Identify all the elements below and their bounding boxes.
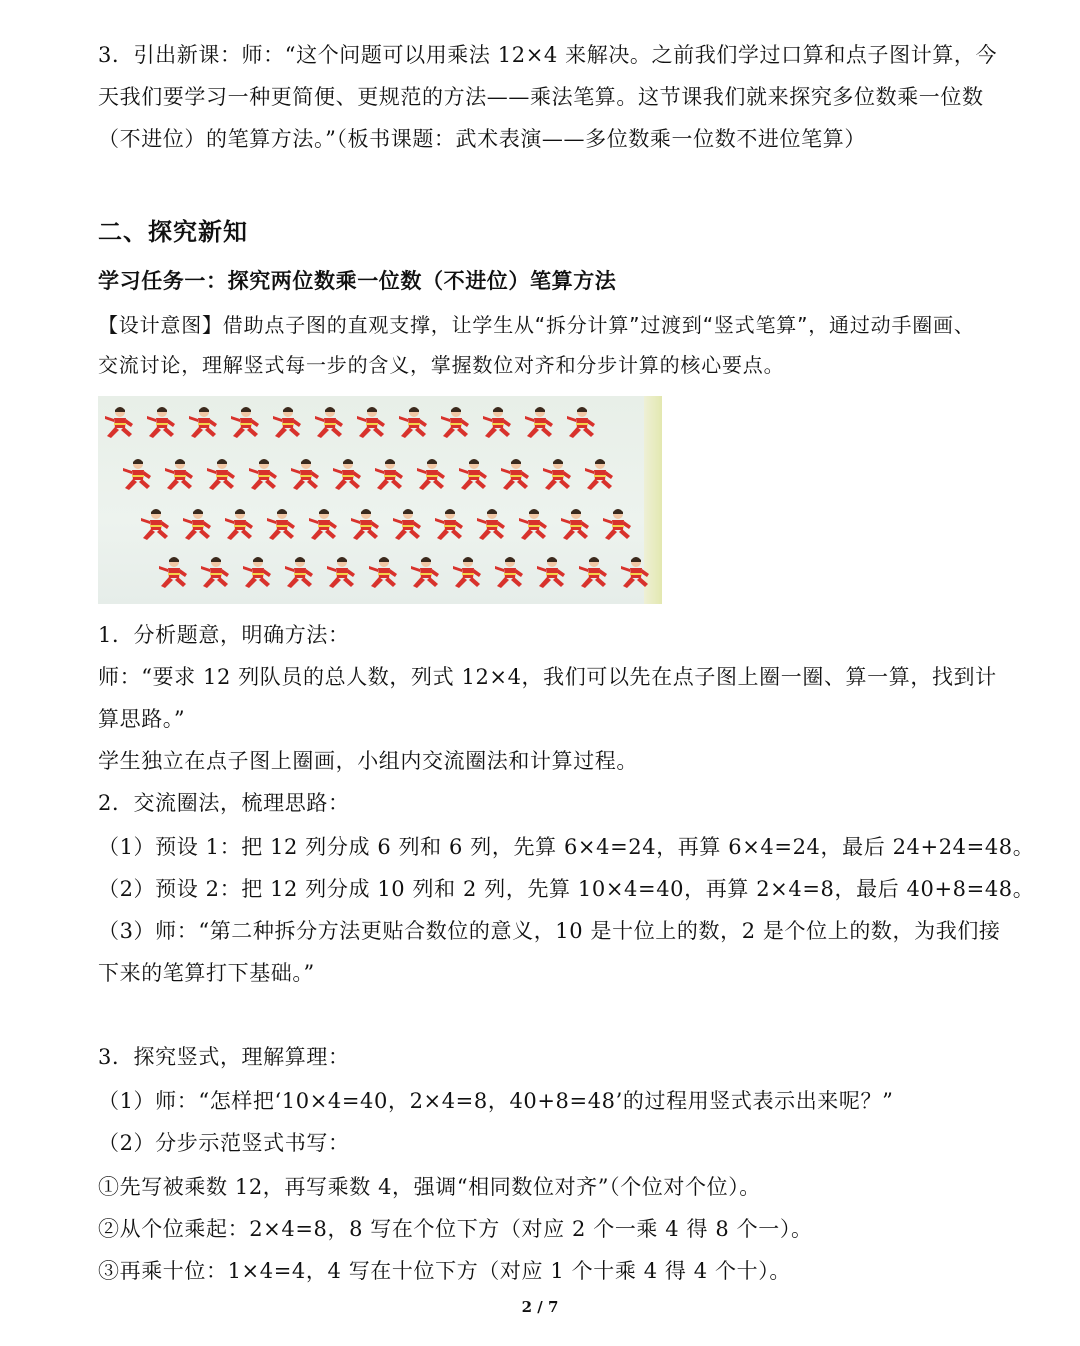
martial-arts-performer-icon [327,557,355,588]
martial-arts-performer-icon [375,459,403,490]
martial-arts-performer-icon [273,407,301,438]
martial-arts-performer-icon [477,509,505,540]
martial-arts-performer-icon [291,459,319,490]
section-heading: 二、探究新知 [98,218,248,246]
martial-arts-performer-icon [183,509,211,540]
step1-title: 1．分析题意，明确方法： [98,623,350,647]
martial-arts-performer-icon [393,509,421,540]
martial-arts-performer-icon [357,407,385,438]
martial-arts-performer-icon [165,459,193,490]
martial-arts-performer-icon [285,557,313,588]
martial-arts-performer-icon [147,407,175,438]
performers-grid [98,396,662,604]
martial-arts-performer-icon [519,509,547,540]
martial-arts-performer-icon [141,509,169,540]
step3-step-3: ③再乘十位：1×4=4，4 写在十位下方（对应 1 个十乘 4 得 4 个十）。 [98,1259,791,1283]
martial-arts-performer-icon [525,407,553,438]
martial-arts-performer-icon [105,407,133,438]
martial-arts-performer-icon [537,557,565,588]
step3-step-2: ②从个位乘起：2×4=8，8 写在个位下方（对应 2 个一乘 4 得 8 个一）。 [98,1217,813,1241]
martial-arts-performer-icon [459,459,487,490]
martial-arts-performer-icon [201,557,229,588]
step1-teacher-line-2: 算思路。” [98,707,186,731]
step1-teacher-line-1: 师：“要求 12 列队员的总人数，列式 12×4，我们可以先在点子图上圈一圈、算一算，找到计 [98,665,997,689]
martial-arts-performer-icon [411,557,439,588]
martial-arts-performer-icon [603,509,631,540]
martial-arts-performer-icon [351,509,379,540]
martial-arts-performer-icon [249,459,277,490]
martial-arts-performer-icon [225,509,253,540]
design-intent-line-2: 交流讨论，理解竖式每一步的含义，掌握数位对齐和分步计算的核心要点。 [98,353,785,377]
martial-arts-performer-icon [315,407,343,438]
martial-arts-performer-icon [123,459,151,490]
martial-arts-performer-icon [309,509,337,540]
martial-arts-performer-icon [585,459,613,490]
step3-title: 3．探究竖式，理解算理： [98,1045,350,1069]
step3-question-1: （1）师：“怎样把‘10×4=40，2×4=8，40+8=48’的过程用竖式表示出来呢？” [98,1089,894,1113]
martial-arts-performer-icon [543,459,571,490]
step3-question-2: （2）分步示范竖式书写： [98,1131,350,1155]
martial-arts-performer-icon [621,557,649,588]
martial-arts-performer-icon [567,407,595,438]
step2-preset-1: （1）预设 1：把 12 列分成 6 列和 6 列，先算 6×4=24，再算 6×4=24，最后 24+24=48。 [98,835,1035,859]
step1-student-line: 学生独立在点子图上圈画，小组内交流圈法和计算过程。 [98,749,638,773]
step2-title: 2．交流圈法，梳理思路： [98,791,350,815]
intro-line-2: 天我们要学习一种更简便、更规范的方法——乘法笔算。这节课我们就来探究多位数乘一位数 [98,85,984,109]
page-number: 2 / 7 [521,1298,559,1316]
martial-arts-performer-icon [483,407,511,438]
martial-arts-performer-icon [207,459,235,490]
martial-arts-performer-icon [417,459,445,490]
martial-arts-performer-icon [495,557,523,588]
martial-arts-performer-icon [231,407,259,438]
martial-arts-performer-icon [267,509,295,540]
intro-line-3: （不进位）的笔算方法。”（板书课题：武术表演——多位数乘一位数不进位笔算） [98,127,866,151]
martial-arts-performer-icon [435,509,463,540]
step2-preset-2: （2）预设 2：把 12 列分成 10 列和 2 列，先算 10×4=40，再算 2×4=8，最后 40+8=48。 [98,877,1035,901]
martial-arts-performer-icon [579,557,607,588]
intro-line-1: 3．引出新课：师：“这个问题可以用乘法 12×4 来解决。之前我们学过口算和点子图计算，今 [98,43,998,67]
step3-step-1: ①先写被乘数 12，再写乘数 4，强调“相同数位对齐”（个位对个位）。 [98,1175,761,1199]
martial-arts-performer-icon [369,557,397,588]
martial-arts-performer-icon [159,557,187,588]
design-intent-line-1: 【设计意图】借助点子图的直观支撑，让学生从“拆分计算”过渡到“竖式笔算”，通过动手圈画、 [98,313,975,337]
performers-figure [98,396,662,604]
martial-arts-performer-icon [243,557,271,588]
step2-teacher-line-2: 下来的笔算打下基础。” [98,961,315,985]
task-title: 学习任务一：探究两位数乘一位数（不进位）笔算方法 [98,269,617,293]
martial-arts-performer-icon [453,557,481,588]
martial-arts-performer-icon [441,407,469,438]
martial-arts-performer-icon [333,459,361,490]
martial-arts-performer-icon [399,407,427,438]
martial-arts-performer-icon [189,407,217,438]
martial-arts-performer-icon [561,509,589,540]
step2-teacher-line-1: （3）师：“第二种拆分方法更贴合数位的意义，10 是十位上的数，2 是个位上的数，为我们接 [98,919,1001,943]
martial-arts-performer-icon [501,459,529,490]
